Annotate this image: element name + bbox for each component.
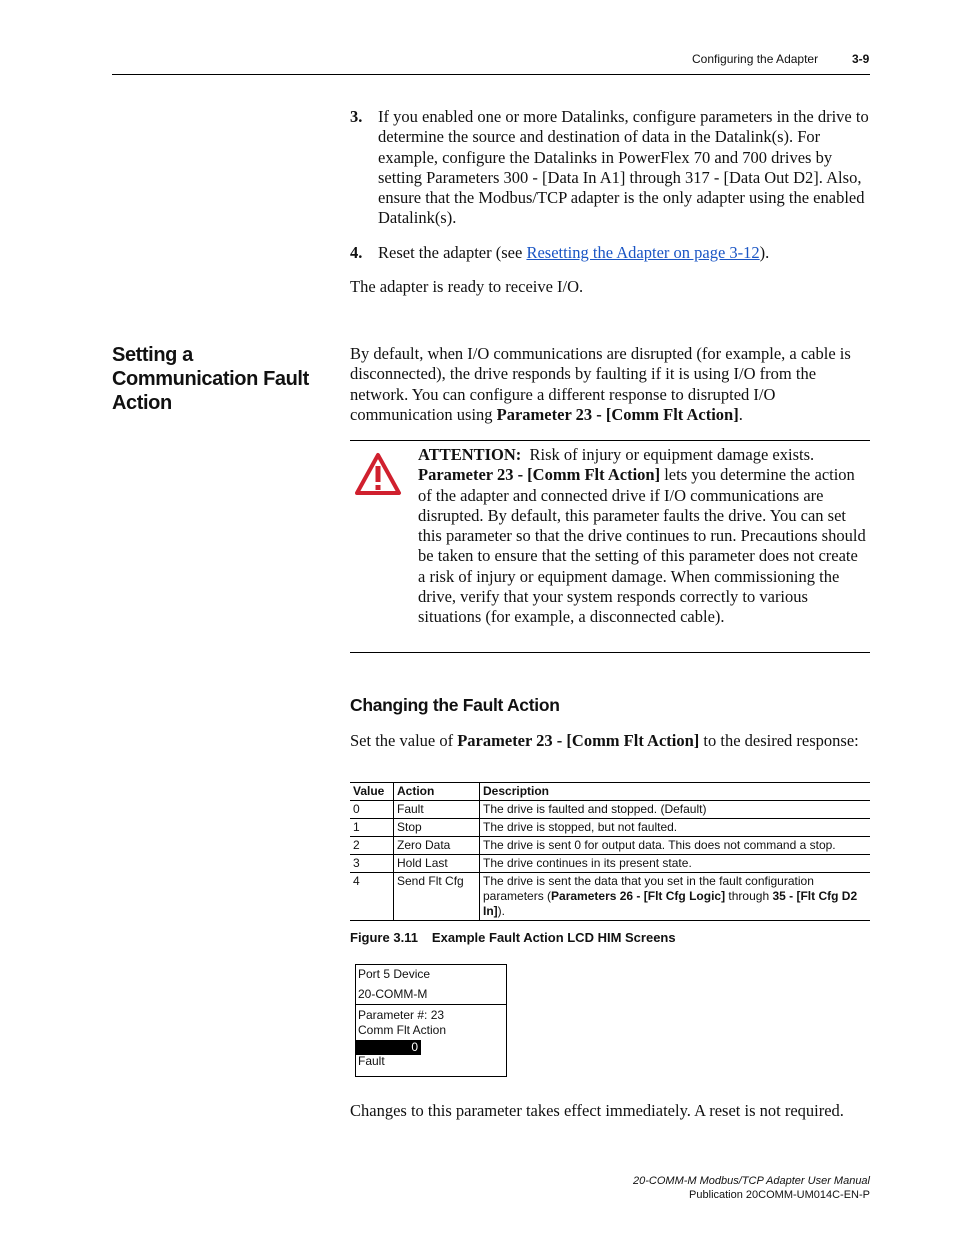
- intro-parameter: Parameter 23 - [Comm Flt Action]: [496, 404, 739, 424]
- lcd-device-name: 20-COMM-M: [358, 987, 428, 1001]
- lcd-parameter-number: Parameter #: 23: [358, 1008, 445, 1022]
- page-number: 3-9: [852, 52, 870, 66]
- set-value-prefix: Set the value of: [350, 731, 458, 750]
- cell-value: 3: [350, 855, 394, 873]
- attention-bottom-rule: [350, 652, 870, 653]
- cell-value: 1: [350, 819, 394, 837]
- description-text: The drive is sent the data that you set in the fault configuration parameters (: [483, 874, 814, 903]
- step-text: If you enabled one or more Datalinks, configure parameters in the drive to determine the source and destination of data in the Datalink(s). For example, configure the Datalinks in PowerFlex 70 and 700 drives by setting Parameters 300 - [Data In A1] through 317 - [Data Out D2]. Also, ensure that the Modbus/TCP adapter is the only adapter using the enabled Datalink(s).: [378, 107, 869, 228]
- description-param-start: Parameters 26 - [Flt Cfg Logic]: [551, 889, 726, 903]
- lcd-divider: [356, 1004, 506, 1005]
- cell-value: 2: [350, 837, 394, 855]
- attention-text-2: lets you determine the action of the adapter and connected drive if I/O communications are disrupted. By default, this parameter faults the drive. You can set this parameter so that the drive continues to run. Precautions should be taken to ensure that the setting of this parameter does not create a risk of injury or equipment damage. When commissioning the drive, verify that your system responds correctly to various situations (for example, a disconnected cable).: [418, 465, 866, 627]
- cell-description: The drive is faulted and stopped. (Default): [480, 801, 871, 819]
- attention-label: ATTENTION:: [418, 445, 522, 464]
- ready-text: The adapter is ready to receive I/O.: [350, 277, 584, 296]
- lcd-port-label: Port 5 Device: [358, 967, 431, 981]
- intro-suffix: .: [738, 404, 743, 424]
- column-header-description: Description: [480, 783, 871, 801]
- table-row: [350, 837, 870, 855]
- cell-action: Stop: [394, 819, 480, 837]
- set-value-suffix: to the desired response:: [699, 731, 859, 750]
- column-header-action: Action: [394, 783, 480, 801]
- cell-action: Zero Data: [394, 837, 480, 855]
- figure-number: Figure 3.11: [350, 930, 418, 945]
- fault-action-table: [350, 782, 870, 921]
- description-text-end: ).: [497, 904, 506, 918]
- cell-action: Send Flt Cfg: [394, 873, 480, 921]
- warning-triangle-icon: [354, 452, 402, 496]
- description-param-end: 35 - [Flt Cfg D2 In]: [483, 889, 858, 918]
- lcd-value-label: Fault: [358, 1054, 385, 1068]
- resetting-adapter-link[interactable]: Resetting the Adapter on page 3-12: [526, 243, 760, 262]
- figure-title: Example Fault Action LCD HIM Screens: [431, 930, 676, 945]
- attention-text: [418, 445, 868, 628]
- figure-caption: [350, 930, 676, 945]
- step-text-prefix: Reset the adapter (see: [378, 243, 527, 262]
- footer-manual-title: 20-COMM-M Modbus/TCP Adapter User Manual: [633, 1175, 870, 1187]
- cell-description: The drive is sent 0 for output data. This does not command a stop.: [480, 837, 871, 855]
- table-header-row: [350, 783, 870, 801]
- lcd-him-screen: [355, 964, 507, 1077]
- table-row: [350, 855, 870, 873]
- table-row: [350, 819, 870, 837]
- set-value-parameter: Parameter 23 - [Comm Flt Action]: [457, 731, 700, 750]
- subsection-heading: Changing the Fault Action: [350, 695, 560, 715]
- lcd-value: 0: [411, 1040, 418, 1054]
- cell-description: The drive is stopped, but not faulted.: [480, 819, 871, 837]
- header-rule: [112, 74, 870, 75]
- attention-top-rule: [350, 440, 870, 441]
- cell-action: Fault: [394, 801, 480, 819]
- changes-note: Changes to this parameter takes effect immediately. A reset is not required.: [350, 1101, 844, 1120]
- table-row: [350, 801, 870, 819]
- cell-description: [480, 873, 871, 921]
- column-header-value: Value: [350, 783, 394, 801]
- section-heading: Setting a Communication Fault Action: [112, 344, 309, 414]
- description-text-mid: through: [725, 889, 773, 903]
- lcd-value-field: [356, 1040, 421, 1055]
- step-text-suffix: ).: [759, 243, 770, 262]
- cell-value: 4: [350, 873, 394, 921]
- cell-value: 0: [350, 801, 394, 819]
- attention-parameter: Parameter 23 - [Comm Flt Action]: [418, 465, 661, 485]
- cell-description: The drive continues in its present state.: [480, 855, 871, 873]
- section-intro: [350, 344, 870, 425]
- table-row: [350, 873, 870, 921]
- lcd-parameter-name: Comm Flt Action: [358, 1023, 447, 1037]
- step-text: [378, 243, 870, 263]
- cell-action: Hold Last: [394, 855, 480, 873]
- footer-publication: Publication 20COMM-UM014C-EN-P: [689, 1189, 870, 1201]
- step-number: 3.: [350, 107, 363, 126]
- set-value-text: [350, 731, 870, 751]
- intro-text: By default, when I/O communications are disrupted (for example, a cable is disconnected), the drive responds by faulting if it is using I/O from the network. You can configure a different response to disrupted I/O communication using: [350, 344, 851, 424]
- running-header-title: Configuring the Adapter: [692, 52, 819, 66]
- step-number: 4.: [350, 243, 363, 262]
- attention-text-1: Risk of injury or equipment damage exists.: [529, 445, 815, 464]
